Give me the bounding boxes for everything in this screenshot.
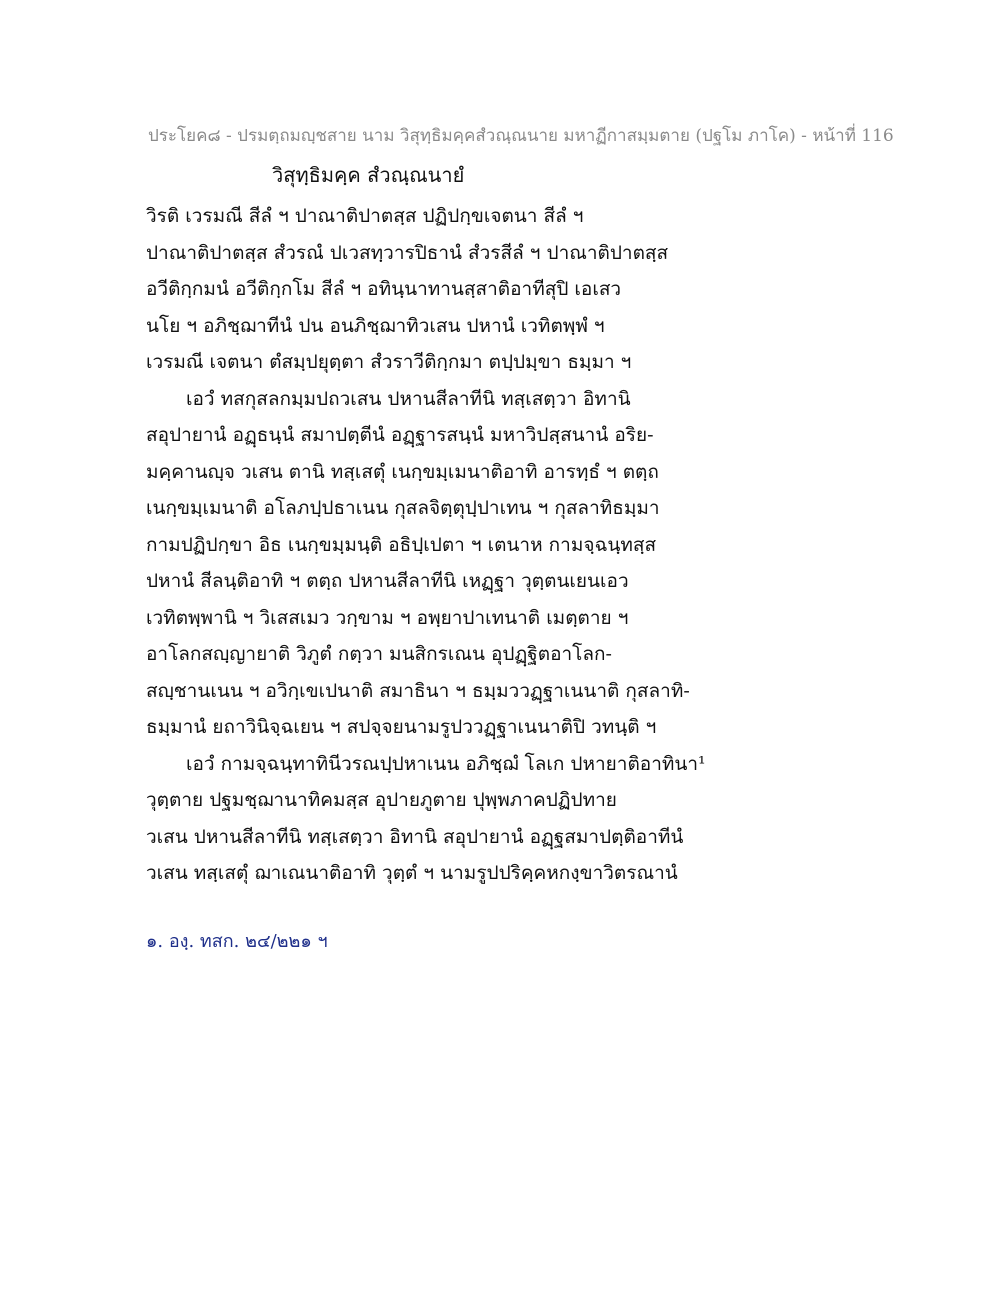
- text-line: ธมฺมานํ ยถาวินิจฺฉเยน ฯ สปจฺจยนามรูปววฏฺฐาเนนาติปิ วทนฺติ ฯ: [146, 716, 657, 738]
- text-line: กามปฏิปกฺขา อิธ เนกฺขมฺมนฺติ อธิปฺเปตา ฯ เตนาห กามจฺฉนฺทสฺส: [146, 533, 657, 556]
- paragraph-start-line: เอวํ ทสกุสลกมฺมปถวเสน ปหานสีลาทีนิ ทสฺเสตฺวา อิทานิ: [186, 387, 631, 410]
- paragraph-start-line: เอวํ กามจฺฉนฺทาทินีวรณปฺปหาเนน อภิชฺฌํ โลเก ปหายาติอาทินา¹: [186, 752, 706, 775]
- text-line: มคฺคานญฺจ วเสน ตานิ ทสฺเสตุํ เนกฺขมฺเมนาติอาทิ อารทฺธํ ฯ ตตฺถ: [146, 460, 659, 483]
- section-title: วิสุทฺธิมคฺค สํวณฺณนายํ: [272, 163, 465, 187]
- text-line: สญฺชานเนน ฯ อวิกฺเขเปนาติ สมาธินา ฯ ธมฺมววฏฺฐาเนนาติ กุสลาทิ-: [146, 679, 690, 702]
- text-line: นโย ฯ อภิชฺฌาทีนํ ปน อนภิชฺฌาทิวเสน ปหานํ เวทิตพฺพํ ฯ: [146, 314, 605, 337]
- text-line: วเสน ทสฺเสตุํ ฌาเณนาติอาทิ วุตฺตํ ฯ นามรูปปริคฺคหกงฺขาวิตรณานํ: [146, 862, 678, 884]
- text-line: วเสน ปหานสีลาทีนิ ทสฺเสตฺวา อิทานิ สอุปายานํ อฏฺฐสมาปตฺติอาทีนํ: [146, 825, 684, 848]
- text-line: ปหานํ สีลนฺติอาทิ ฯ ตตฺถ ปหานสีลาทีนิ เหฏฺฐา วุตฺตนเยนเอว: [146, 570, 629, 592]
- text-line: อาโลกสญฺญายาติ วิภูตํ กตฺวา มนสิกรเณน อุปฏฺฐิตอาโลก-: [146, 643, 612, 665]
- text-line: ปาณาติปาตสฺส สํวรณํ ปเวสทฺวารปิธานํ สํวรสีลํ ฯ ปาณาติปาตสฺส: [146, 241, 669, 264]
- footnote: ๑. องฺ. ทสก. ๒๔/๒๒๑ ฯ: [146, 931, 328, 952]
- text-line: เวทิตพฺพานิ ฯ วิเสสเมว วกฺขาม ฯ อพฺยาปาเทนาติ เมตฺตาย ฯ: [146, 606, 629, 629]
- text-line: เนกฺขมฺเมนาติ อโลภปฺปธาเนน กุสลจิตฺตุปฺปาเทน ฯ กุสลาทิธมฺมา: [146, 497, 660, 519]
- text-line: วิรติ เวรมณี สีลํ ฯ ปาณาติปาตสฺส ปฏิปกฺขเจตนา สีลํ ฯ: [146, 205, 584, 227]
- text-line: สอุปายานํ อฏฺธนฺนํ สมาปตฺตีนํ อฏฺฐารสนฺนํ มหาวิปสฺสนานํ อริย-: [146, 424, 654, 446]
- body-text: [146, 198, 966, 892]
- page-header: ประโยค๘ - ปรมตฺถมญฺชสาย นาม วิสุทฺธิมคฺคสํวณฺณนาย มหาฏีกาสมฺมตาย (ปฐโม ภาโค) - หน้าที่ 116: [148, 126, 894, 146]
- text-line: เวรมณี เจตนา ตํสมฺปยุตฺตา สํวราวีติกฺกมา ตปฺปมฺขา ธมฺมา ฯ: [146, 351, 632, 373]
- text-line: อวีติกฺกมนํ อวีติกฺกโม สีลํ ฯ อทินฺนาทานสฺสาติอาทีสุปิ เอเสว: [146, 278, 622, 300]
- text-line: วุตฺตาย ปฐมชฺฌานาทิคมสฺส อุปายภูตาย ปุพฺพภาคปฏิปทาย: [146, 789, 617, 811]
